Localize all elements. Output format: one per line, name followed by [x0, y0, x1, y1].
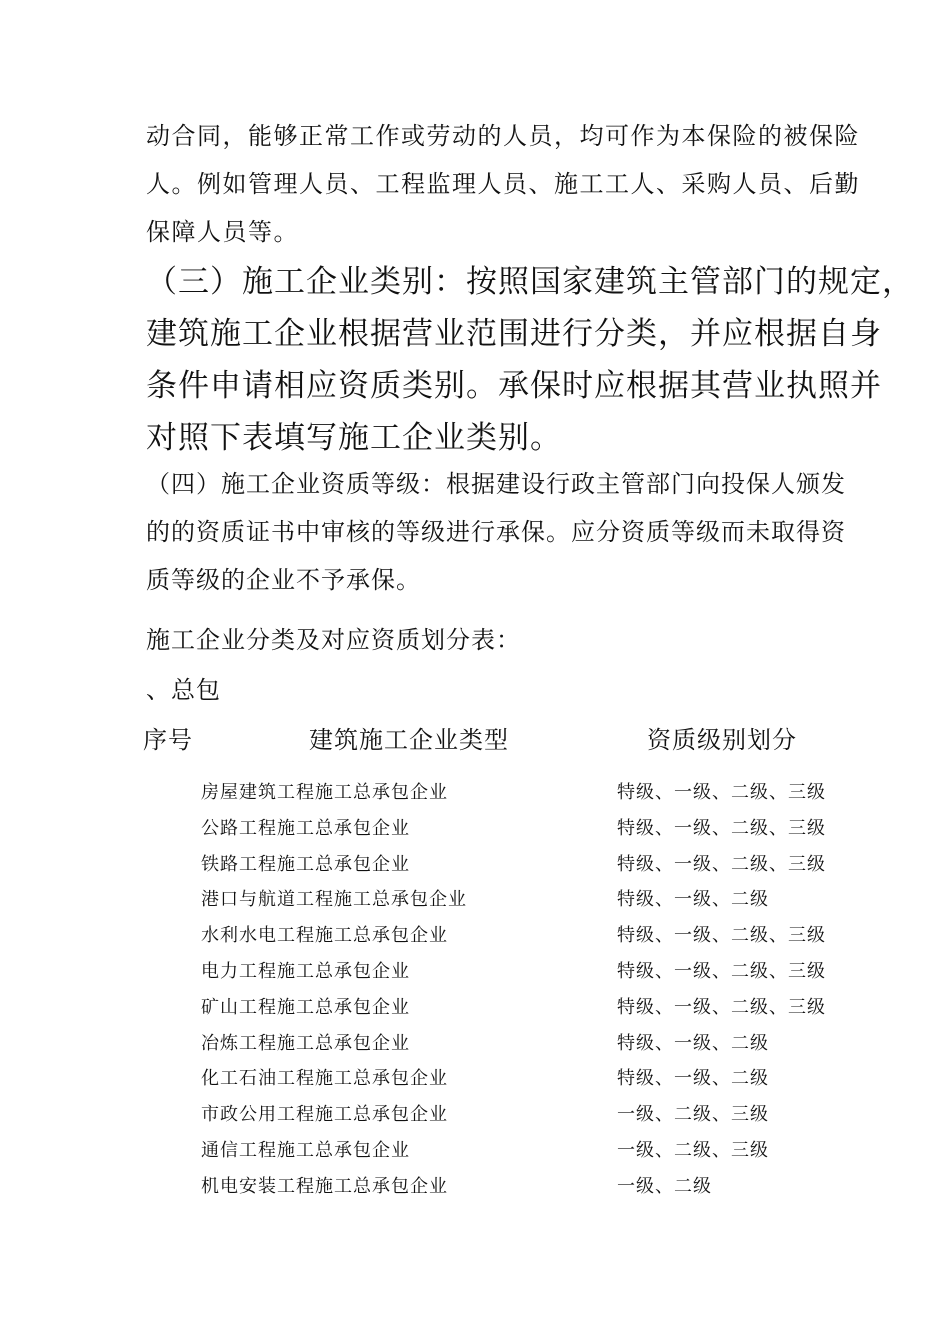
row-type: 通信工程施工总承包企业 — [201, 1139, 410, 1161]
subsection-label: 、总包 — [146, 676, 221, 704]
intro-line: 人。例如管理人员、工程监理人员、施工工人、采购人员、后勤 — [146, 170, 860, 198]
table-row — [0, 1166, 950, 1202]
section-four-line: （四）施工企业资质等级：根据建设行政主管部门向投保人颁发 — [146, 470, 846, 498]
row-grade: 特级、一级、二级 — [617, 1032, 769, 1054]
table-row — [0, 1130, 950, 1166]
table-header-row — [0, 720, 950, 756]
table-row — [0, 1094, 950, 1130]
intro-line: 动合同，能够正常工作或劳动的人员，均可作为本保险的被保险 — [146, 122, 860, 150]
table-caption: 施工企业分类及对应资质划分表： — [146, 626, 521, 654]
table-row — [0, 1023, 950, 1059]
section-three-line: 条件申请相应资质类别。承保时应根据其营业执照并 — [146, 368, 882, 404]
table-row — [0, 951, 950, 987]
row-type: 港口与航道工程施工总承包企业 — [201, 889, 467, 911]
row-grade: 特级、一级、二级、三级 — [617, 960, 826, 982]
row-type: 电力工程施工总承包企业 — [201, 960, 410, 982]
row-grade: 一级、二级、三级 — [617, 1104, 769, 1126]
section-four-line: 的的资质证书中审核的等级进行承保。应分资质等级而未取得资 — [146, 518, 846, 546]
intro-line: 保障人员等。 — [146, 218, 299, 246]
row-type: 化工石油工程施工总承包企业 — [201, 1068, 448, 1090]
table-row — [0, 1058, 950, 1094]
section-three-paragraph — [146, 256, 914, 464]
row-type: 市政公用工程施工总承包企业 — [201, 1104, 448, 1126]
intro-paragraph — [146, 112, 860, 256]
section-four-paragraph — [146, 460, 846, 604]
section-four-line: 质等级的企业不予承保。 — [146, 566, 421, 594]
row-grade: 一级、二级、三级 — [617, 1139, 769, 1161]
row-type: 房屋建筑工程施工总承包企业 — [201, 782, 448, 803]
row-grade: 特级、一级、二级 — [617, 889, 769, 911]
header-grade: 资质级别划分 — [647, 726, 797, 754]
row-grade: 一级、二级 — [617, 1175, 712, 1197]
row-type: 水利水电工程施工总承包企业 — [201, 925, 448, 947]
row-type: 铁路工程施工总承包企业 — [201, 853, 410, 875]
row-type: 矿山工程施工总承包企业 — [201, 996, 410, 1018]
row-grade: 特级、一级、二级、三级 — [617, 782, 826, 803]
table-row — [0, 915, 950, 951]
table-row — [0, 772, 950, 808]
row-type: 冶炼工程施工总承包企业 — [201, 1032, 410, 1054]
table-body — [0, 772, 950, 1202]
table-row — [0, 879, 950, 915]
header-index: 序号 — [143, 726, 193, 754]
row-grade: 特级、一级、二级、三级 — [617, 817, 826, 839]
row-type: 公路工程施工总承包企业 — [201, 817, 410, 839]
table-row — [0, 844, 950, 880]
table-row — [0, 808, 950, 844]
table-row — [0, 987, 950, 1023]
section-three-line: 对照下表填写施工企业类别。 — [146, 420, 562, 456]
row-grade: 特级、一级、二级、三级 — [617, 996, 826, 1018]
section-three-line: 建筑施工企业根据营业范围进行分类，并应根据自身 — [146, 316, 882, 352]
row-grade: 特级、一级、二级、三级 — [617, 853, 826, 875]
header-type: 建筑施工企业类型 — [309, 726, 509, 754]
row-type: 机电安装工程施工总承包企业 — [201, 1175, 448, 1197]
row-grade: 特级、一级、二级 — [617, 1068, 769, 1090]
row-grade: 特级、一级、二级、三级 — [617, 925, 826, 947]
section-three-line: （三）施工企业类别：按照国家建筑主管部门的规定， — [146, 264, 914, 300]
